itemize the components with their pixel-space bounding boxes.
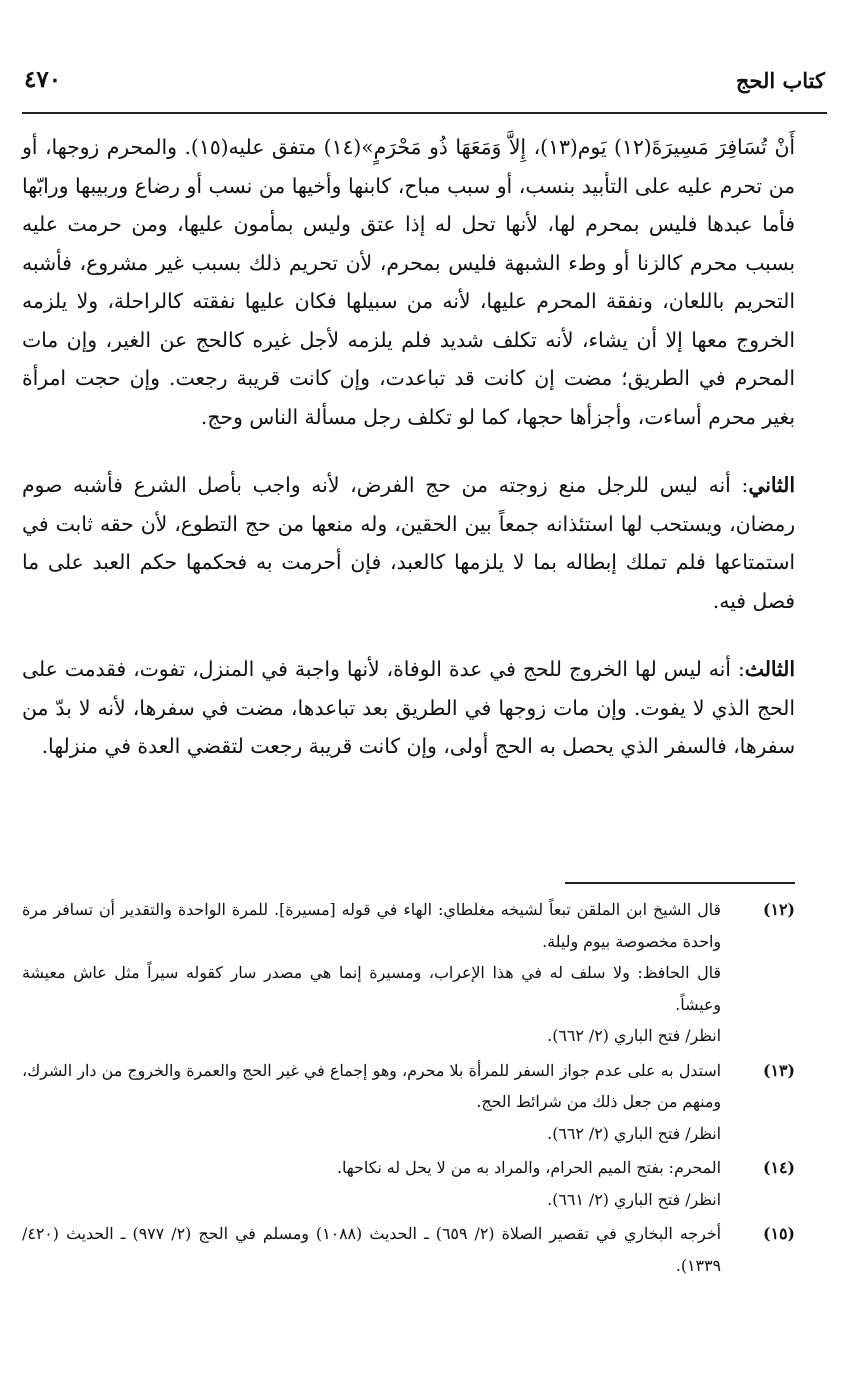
footnote-line: قال الحافظ: ولا سلف له في هذا الإعراب، ومسيرة إنما هي مصدر سار كقوله سيراً مثل عاش معيشة وعيشاً. [22, 963, 721, 1014]
footnote-separator [565, 882, 795, 884]
footnote [22, 894, 795, 1052]
footnote-number: (١٣) [763, 1060, 795, 1080]
footnote-line: انظر/ فتح الباري (٢/ ٦٦٢). [547, 1123, 721, 1143]
paragraph-lead: الثاني [748, 473, 795, 497]
footnote-number: (١٤) [763, 1158, 795, 1177]
paragraph-text: أَنْ تُسَافِرَ مَسِيرَةَ(١٢) يَوم(١٣)، إِلاَّ وَمَعَهَا ذُو مَحْرَمٍ»(١٤) متفق عليه(١٥). والمحرم زوجها، أو من تحرم عليه على التأبيد بنسب، أو سبب مباح، كابنها وأخيها من نسب أو رضاع وربيبها ورابّها فأما عبدها فليس بمحرم لها، لأنها تحل له إذا عتق وليس بمأمون عليها، ومن حرمت عليه بسبب محرم كالزنا أو وطء الشبهة فليس بمحرم، لأن تحريم ذلك بسبب غير مشروع، فأشبه التحريم باللعان، ونفقة المحرم عليها، لأنه من سبيلها فكان عليها نفقته كالراحلة، ولا يلزمه الخروج معها إلا أن يشاء، لأنه تكلف شديد فلم يلزمه لأجل غيره كالحج عن الغير، وإن مات المحرم في الطريق؛ مضت إن كانت قد تباعدت، وإن كانت قريبة رجعت. وإن حجت امرأة بغير محرم أساءت، وأجزأها حجها، كما لو تكلف رجل مسألة الناس وحج. [22, 135, 796, 429]
footnote-line: أخرجه البخاري في تقصير الصلاة (٢/ ٦٥٩) ـ الحديث (١٠٨٨) ومسلم في الحج (٢/ ٩٧٧) ـ الحديث (٤٢٠/ ١٣٣٩). [22, 1224, 722, 1275]
header-rule [22, 112, 827, 114]
footnote [22, 1218, 795, 1281]
footnote-text [22, 894, 721, 1052]
footnote [22, 1055, 795, 1150]
footnote-text [22, 1152, 721, 1215]
paragraph-2 [22, 466, 795, 620]
footnote-text [22, 1218, 721, 1281]
footnote-number: (١٥) [763, 1224, 795, 1243]
footnote-text [22, 1055, 721, 1150]
book-title: كتاب الحج [735, 68, 825, 93]
footnote-number: (١٢) [763, 900, 795, 919]
footnotes [22, 894, 795, 1284]
paragraph-lead: الثالث [744, 657, 795, 681]
footnote-line: المحرم: بفتح الميم الحرام، والمراد به من لا يحل له نكاحها. [336, 1158, 721, 1177]
paragraph-1 [22, 128, 795, 436]
footnote-line: انظر/ فتح الباري (٢/ ٦٦٢). [547, 1026, 721, 1045]
main-text [22, 128, 795, 796]
footnote-line: قال الشيخ ابن الملقن تبعاً لشيخه مغلطاي: الهاء في قوله [مسيرة]. للمرة الواحدة والتقدير أن تسافر مرة واحدة مخصوصة بيوم وليلة. [22, 900, 721, 951]
paragraph-text: : أنه ليس لها الخروج للحج في عدة الوفاة، لأنها واجبة في المنزل، تفوت، فقدمت على الحج الذي لا يفوت. وإن مات زوجها في الطريق بعد تباعدها، مضت في سفرها، لأنه لا بدّ من سفرها، فالسفر الذي يحصل به الحج أولى، وإن كانت قريبة رجعت لتقضي العدة في منزلها. [22, 657, 795, 758]
page-number: ٤٧٠ [24, 66, 62, 93]
footnote-line: استدل به على عدم جواز السفر للمرأة بلا محرم، وهو إجماع في غير الحج والعمرة والخروج من دار الشرك، ومنهم من جعل ذلك من شرائط الحج. [22, 1060, 721, 1111]
footnote [22, 1152, 795, 1215]
running-header [24, 62, 825, 102]
paragraph-3 [22, 650, 795, 766]
footnote-line: انظر/ فتح الباري (٢/ ٦٦١). [547, 1189, 721, 1209]
paragraph-text: : أنه ليس للرجل منع زوجته من حج الفرض، لأنه واجب بأصل الشرع فأشبه صوم رمضان، ويستحب لها استئذانه جمعاً بين الحقين، وله منعها من حج التطوع، لأن حقه ثابت في استمتاعها فلم تملك إبطاله بما لا يلزمها كالعبد، فإن أحرمت به فحكمها حكم العبد على ما فصل فيه. [22, 473, 795, 613]
